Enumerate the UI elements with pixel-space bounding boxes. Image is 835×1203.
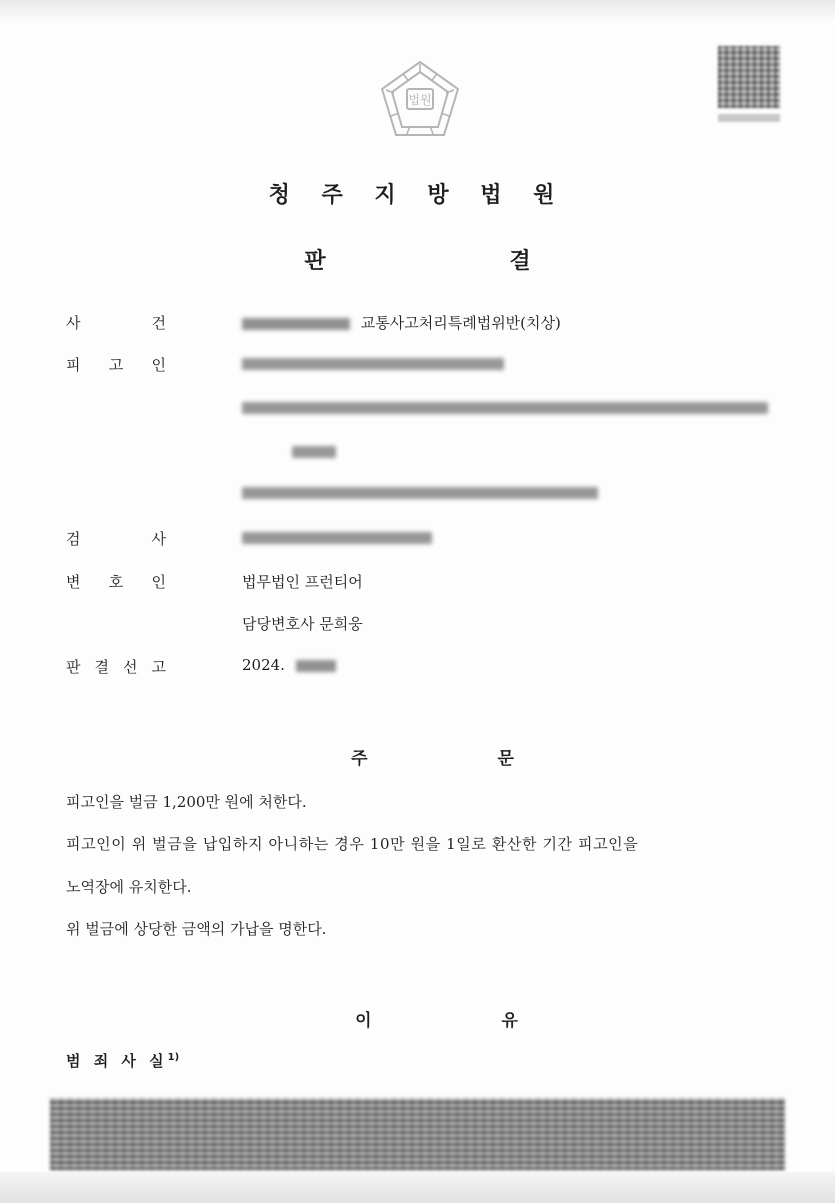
sentencing-row [242,656,336,674]
label-char: 인 [151,356,166,374]
label-char: 피 [66,356,81,374]
counsel-label [66,571,166,592]
sentencing-date: 2024. [242,656,285,674]
qr-code-redacted [718,46,780,108]
order-line-3: 노역장에 유치한다. [66,878,192,896]
case-value: 교통사고처리특례법위반(치상) [360,314,561,332]
qr-caption-redacted [718,114,780,122]
label-char: 인 [151,573,166,591]
label-char: 사 [151,530,166,548]
label-char: 고 [151,658,166,676]
document-title: 판 결 [304,249,619,274]
defendant-address-redacted [242,402,768,414]
order-line-4: 위 벌금에 상당한 금액의 가납을 명한다. [66,920,327,938]
order-line-2: 피고인이 위 벌금을 납입하지 아니하는 경우 10만 원을 1일로 환산한 기간 피고인을 [66,835,639,853]
facts-footnote-marker: 1) [167,1052,180,1063]
label-char: 판 [66,658,81,676]
prosecutor-label [66,528,166,549]
defendant-registered-address-redacted [242,487,598,499]
label-char: 고 [108,356,124,374]
emblem-text: 법원 [408,93,432,107]
defendant-address-cont-redacted [292,446,336,458]
facts-body-redacted [50,1098,785,1170]
case-value-row [242,312,561,333]
case-number-redacted [242,318,350,330]
order-title: 주 문 [351,749,576,769]
label-char: 검 [66,530,81,548]
sentencing-date-redacted [296,660,336,672]
defendant-name-redacted [242,358,504,370]
court-name: 청 주 지 방 법 원 [268,183,567,208]
defendant-label [66,354,166,375]
facts-heading [66,1050,179,1071]
sentencing-label [66,656,166,677]
order-line-1: 피고인을 벌금 1,200만 원에 처한다. [66,793,307,811]
label-char: 선 [123,658,138,676]
label-char: 건 [151,314,166,332]
label-char: 결 [94,658,109,676]
facts-label: 범 죄 사 실 [66,1052,168,1070]
counsel-firm: 법무법인 프런티어 [242,573,363,591]
scan-bottom-edge [0,1172,835,1203]
court-emblem-icon [377,58,463,142]
case-label [66,312,166,333]
reasons-title: 이 유 [355,1011,580,1031]
label-char: 사 [66,314,81,332]
counsel-attorney: 담당변호사 문희웅 [242,615,363,633]
label-char: 변 [66,573,81,591]
prosecutor-name-redacted [242,532,432,544]
label-char: 호 [108,573,124,591]
scan-edge [0,0,835,22]
